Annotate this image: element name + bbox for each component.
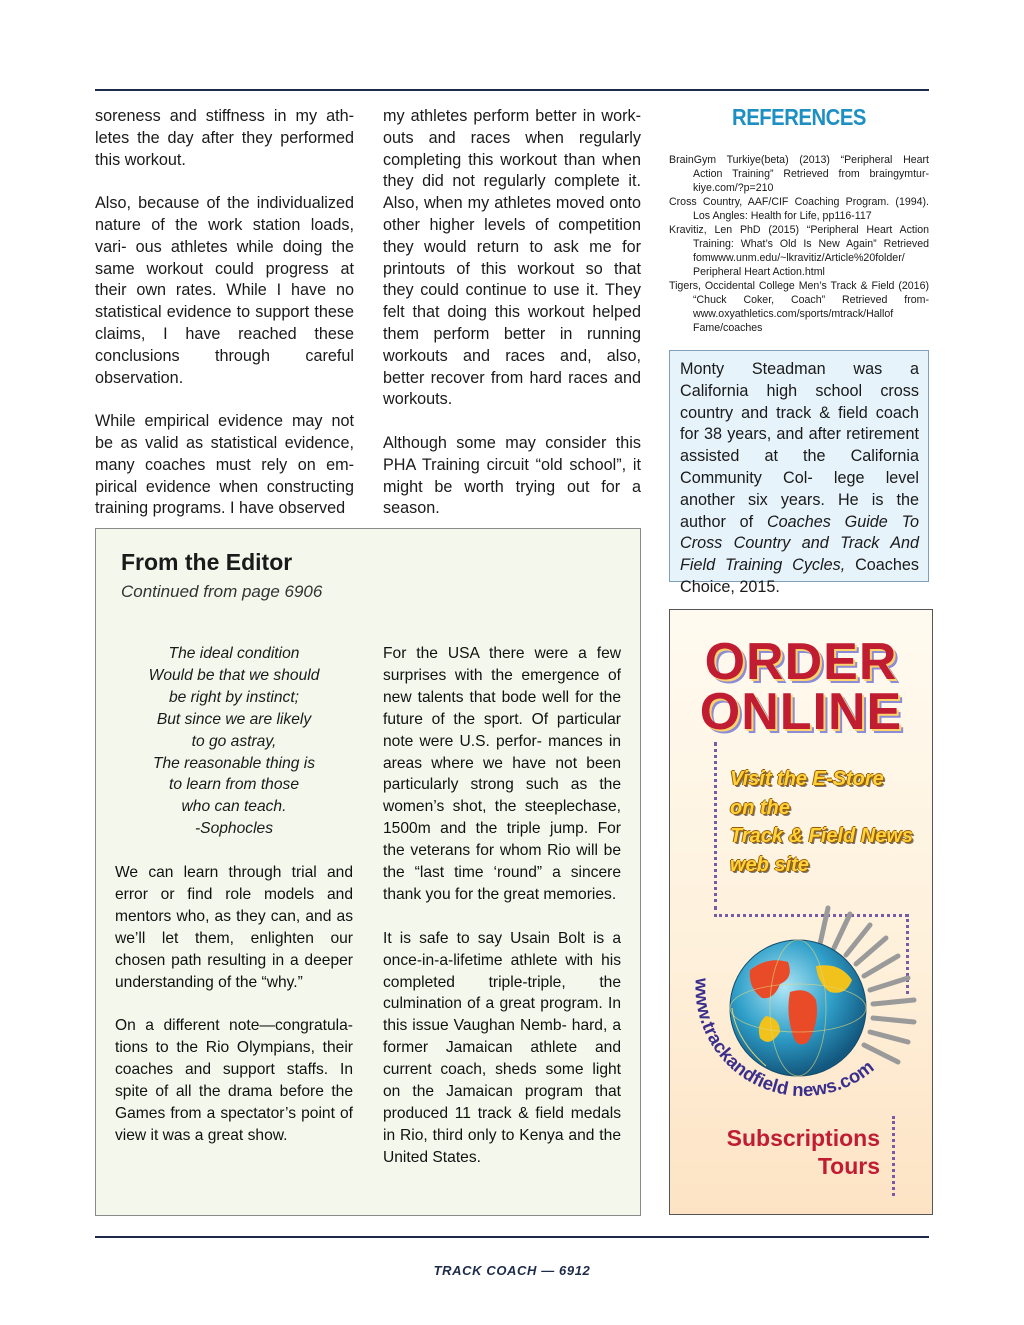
ad-online-heading: ONLINE (699, 683, 903, 741)
article-column-1 (95, 106, 354, 520)
quote-line: to go astray, (191, 732, 277, 750)
ad-url-text: www.trackandfield news.com (691, 977, 878, 1101)
article-paragraph: While empirical evidence may not be as valid as statistical evidence, many coaches must rely on em- pirical evidence when constructing training programs. I have observed (95, 412, 354, 518)
editor-title: From the Editor (121, 549, 293, 575)
editor-paragraph: For the USA there were a few surprises with the emergence of new talents that bode well for the future of the sport. Of particular note were U.S. perfor- mances in areas where we have not been particularly strong such as the women’s shot, the steeplechase, 1500m and the triple jump. For the veterans for whom Rio will be the “last time ‘round” a sincere thank you for the great memories. (383, 645, 621, 903)
ad-url[interactable] (670, 610, 932, 1214)
editor-column-1 (115, 862, 353, 1147)
page-footer: TRACK COACH — 6912 (433, 1263, 591, 1278)
article-paragraph: Although some may consider this PHA Training circuit “old school”, it might be worth trying out for a season. (383, 433, 641, 518)
references-heading: REFERENCES (732, 104, 866, 130)
reference-item: Kravitiz, Len PhD (2015) “Peripheral Heart Action Training: What’s Old Is New Again” Retrieved fomwww.unm.edu/~lkravitiz/Article%20folder/ Peripheral Heart Action.html (669, 224, 929, 278)
ad-subscriptions: Subscriptions (726, 1125, 880, 1151)
ad-order-heading: ORDER (704, 633, 898, 691)
order-online-ad[interactable] (669, 609, 933, 1215)
bottom-rule (95, 1236, 929, 1238)
author-bio-box (669, 350, 929, 596)
sophocles-quote (116, 643, 352, 840)
visit-line: Visit the E-Store (730, 768, 884, 790)
quote-line: Would be that we should (148, 666, 320, 684)
quote-attribution: -Sophocles (194, 820, 273, 838)
editor-paragraph: It is safe to say Usain Bolt is a once-in-a-lifetime athlete with his completed triple-triple, the culmination of a great program. In this issue Vaughan Nemb- hard, a former Jamaican athlete and current coach, sheds some light on the Jamaican program that produced 11 track & field medals in Rio, third only to Kenya and the United States. (383, 929, 621, 1166)
article-paragraph: Also, because of the individualized nature of the work station loads, vari- ous athletes while doing the same workout could progress at their own rates. While I have no statistical evidence to support these claims, I have reached these conclusions through careful observation. (95, 194, 354, 387)
bio-book-title: Coaches Guide To Cross Country and Track And Field Training Cycles, (680, 512, 919, 575)
bio-text-end: Coaches Choice, 2015. (680, 556, 919, 596)
reference-item: BrainGym Turkiye(beta) (2013) “Peripheral Heart Action Training” Retrieved from braingymtur- kiye.com/?p=210 (669, 154, 929, 194)
bio-text: Monty Steadman was a California high school cross country and track & field coach for 38 years, and after retirement assisted at the California Community Col- lege level another six years. He is the author of (680, 360, 919, 531)
article-paragraph: my athletes perform better in work- outs and races when regularly completing this workout than when they did not regularly complete it. Also, when my athletes moved onto other higher levels of competition they would return to ask me for printouts of this workout so that they could continue to use it. They felt that doing this workout helped them perform better in running workouts and races and, also, better recover from hard races and workouts. (383, 107, 641, 409)
article-paragraph: soreness and stiffness in my ath- letes the day after they performed this workout. (95, 107, 354, 169)
quote-line: be right by instinct; (168, 688, 299, 706)
ad-tours: Tours (817, 1153, 880, 1179)
article-column-2 (383, 106, 641, 520)
quote-line: But since we are likely (156, 710, 312, 728)
references-list (669, 153, 929, 335)
editor-subtitle: Continued from page 6906 (121, 582, 323, 601)
visit-line: on the (730, 796, 790, 819)
editor-paragraph: We can learn through trial and error or find role models and mentors who, as they can, and as we’ll let them, enlighten our chosen path resulting in a deeper understanding of the “why.” (115, 864, 353, 991)
visit-line: web site (730, 853, 809, 876)
editor-paragraph: On a different note—congratula- tions to the Rio Olympians, their coaches and support staffs. In spite of all the drama before the Games from a spectator’s point of view it was a great show. (115, 1017, 353, 1144)
quote-line: The ideal condition (168, 645, 300, 662)
top-rule (95, 89, 929, 91)
svg-text:www.trackandfield news.com (691, 977, 877, 1100)
reference-item: Tigers, Occidental College Men’s Track & Field (2016) “Chuck Coker, Coach” Retrieved from- www.oxyathletics.com/sports/mtrack/Hallof Fame/coaches (669, 280, 929, 334)
visit-line: Track & Field News (730, 825, 914, 847)
editor-column-2 (383, 643, 621, 1169)
from-the-editor-box (95, 528, 641, 1216)
quote-line: to learn from those (168, 776, 299, 794)
quote-line: The reasonable thing is (152, 754, 316, 772)
reference-item: Cross Country, AAF/CIF Coaching Program. (1994). Los Angles: Health for Life, pp116-117 (669, 196, 929, 222)
quote-line: who can teach. (181, 798, 287, 816)
